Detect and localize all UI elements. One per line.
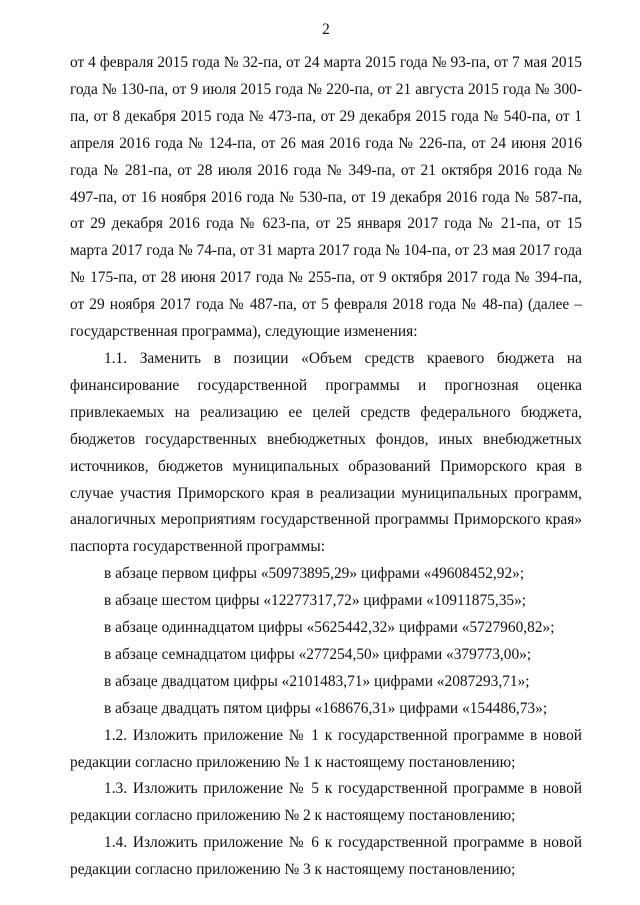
clause-1-4: 1.4. Изложить приложение № 6 к государственной программе в новой редакции согласно приложению № 3 к настоящему постановлению; [70, 834, 582, 879]
clause-1-1-item: в абзаце семнадцатом цифры «277254,50» цифрами «379773,00»; [104, 645, 532, 663]
clause-1-3: 1.3. Изложить приложение № 5 к государственной программе в новой редакции согласно приложению № 2 к настоящему постановлению; [70, 780, 582, 825]
page-number: 2 [322, 21, 330, 38]
clause-1-1: 1.1. Заменить в позиции «Объем средств краевого бюджета на финансирование государственной программы и прогнозная оценка привлекаемых на реализацию ее целей средств федерального бюджета, бюджетов государственных внебюджетных фондов, иных внебюджетных источников, бюджетов муниципальных образований Приморского края в случае участия Приморского края в реализации муниципальных программ, аналогичных мероприятиям государственной программы Приморского края» паспорта государственной программы: [70, 349, 582, 556]
clause-1-1-item: в абзаце двадцатом цифры «2101483,71» цифрами «2087293,71»; [104, 672, 530, 690]
clause-1-1-item: в абзаце одиннадцатом цифры «5625442,32» цифрами «5727960,82»; [104, 619, 555, 637]
clause-1-1-item: в абзаце шестом цифры «12277317,72» цифрами «10911875,35»; [104, 592, 527, 610]
clause-1-2: 1.2. Изложить приложение № 1 к государственной программе в новой редакции согласно приложению № 1 к настоящему постановлению; [70, 726, 582, 771]
amendments-list-paragraph: от 4 февраля 2015 года № 32-па, от 24 марта 2015 года № 93-па, от 7 мая 2015 года № 130-па, от 9 июля 2015 года № 220-па, от 21 августа 2015 года № 300-па, от 8 декабря 2015 года № 473-па, от 29 декабря 2015 года № 540-па, от 1 апреля 2016 года № 124-па, от 26 мая 2016 года № 226-па, от 24 июня 2016 года № 281-па, от 28 июля 2016 года № 349-па, от 21 октября 2016 года № 497-па, от 16 ноября 2016 года № 530-па, от 19 декабря 2016 года № 587-па, от 29 декабря 2016 года № 623-па, от 25 января 2017 года № 21-па, от 15 марта 2017 года № 74-па, от 31 марта 2017 года № 104-па, от 23 мая 2017 года № 175-па, от 28 июня 2017 года № 255-па, от 9 октября 2017 года № 394-па, от 29 ноября 2017 года № 487-па, от 5 февраля 2018 года № 48-па) (далее – государственная программа), следующие изменения: [70, 54, 582, 341]
clause-1-1-item: в абзаце первом цифры «50973895,29» цифрами «49608452,92»; [104, 565, 525, 583]
clause-1-1-item: в абзаце двадцать пятом цифры «168676,31» цифрами «154486,73»; [104, 699, 548, 717]
